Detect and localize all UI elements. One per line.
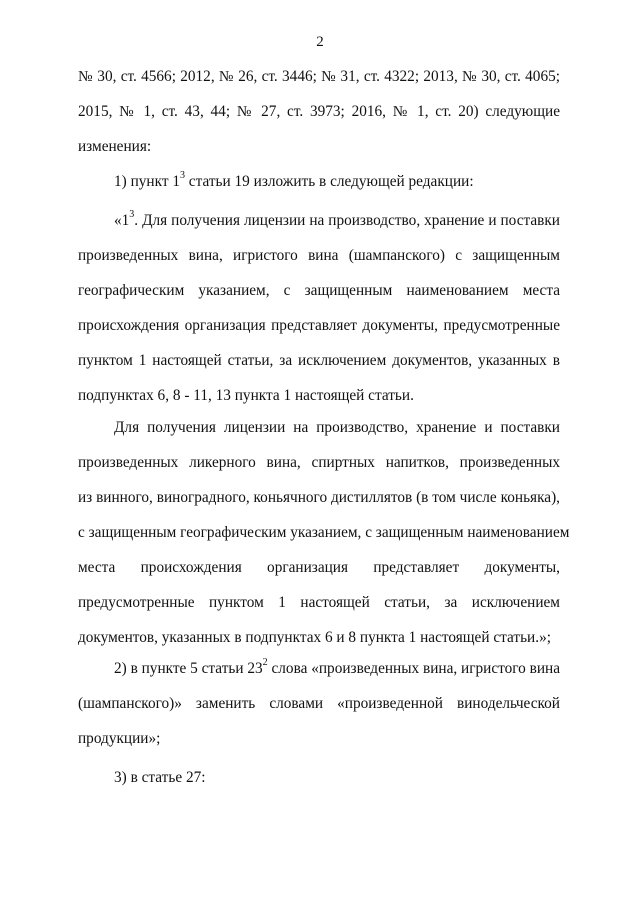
text-line: места происхождения организация представляет документы, [78, 559, 560, 576]
text-line: произведенных вина, игристого вина (шампанского) с защищенным [78, 247, 560, 264]
text-line: изменения: [78, 138, 152, 155]
text-line: происхождения организация представляет документы, предусмотренные [78, 317, 560, 334]
text-line: пунктом 1 настоящей статьи, за исключением документов, указанных в [78, 352, 560, 369]
text-line: подпунктах 6, 8 - 11, 13 пункта 1 настоящей статьи. [78, 387, 414, 404]
quoted-paragraph-1 [78, 203, 560, 413]
text-line: произведенных ликерного вина, спиртных напитков, произведенных [78, 454, 560, 471]
text-line: из винного, виноградного, коньячного дистиллятов (в том числе коньяка), [78, 489, 560, 506]
text-line: 1) пункт $1^3$ статьи 19 изложить в следующей редакции: [114, 169, 474, 190]
text-line: 3) в статье 27: [114, 769, 206, 786]
text-line: с защищенным географическим указанием, с защищенным наименованием [78, 524, 570, 541]
item-1-paragraph [78, 164, 560, 199]
text-line: документов, указанных в подпунктах 6 и 8 пункта 1 настоящей статьи.»; [78, 629, 551, 646]
text-line: продукции»; [78, 730, 161, 747]
item-2-paragraph [78, 651, 560, 756]
text-line: (шампанского)» заменить словами «произведенной винодельческой [78, 695, 560, 712]
intro-paragraph [78, 59, 560, 164]
text-line: предусмотренные пунктом 1 настоящей статьи, за исключением [78, 594, 560, 611]
item-3-paragraph [78, 760, 560, 795]
text-line: географическим указанием, с защищенным наименованием места [78, 282, 560, 299]
text-line: Для получения лицензии на производство, хранение и поставки [114, 419, 560, 436]
quoted-paragraph-2 [78, 410, 570, 655]
page-number: 2 [316, 34, 324, 50]
text-line: 2) в пункте 5 статьи $23^2$ слова «произведенных вина, игристого вина [114, 656, 560, 677]
text-line: № 30, ст. 4566; 2012, № 26, ст. 3446; № 31, ст. 4322; 2013, № 30, ст. 4065; [78, 68, 560, 85]
text-line: «$1^3$. Для получения лицензии на производство, хранение и поставки [114, 208, 560, 229]
text-line: 2015, № 1, ст. 43, 44; № 27, ст. 3973; 2016, № 1, ст. 20) следующие [78, 103, 560, 120]
